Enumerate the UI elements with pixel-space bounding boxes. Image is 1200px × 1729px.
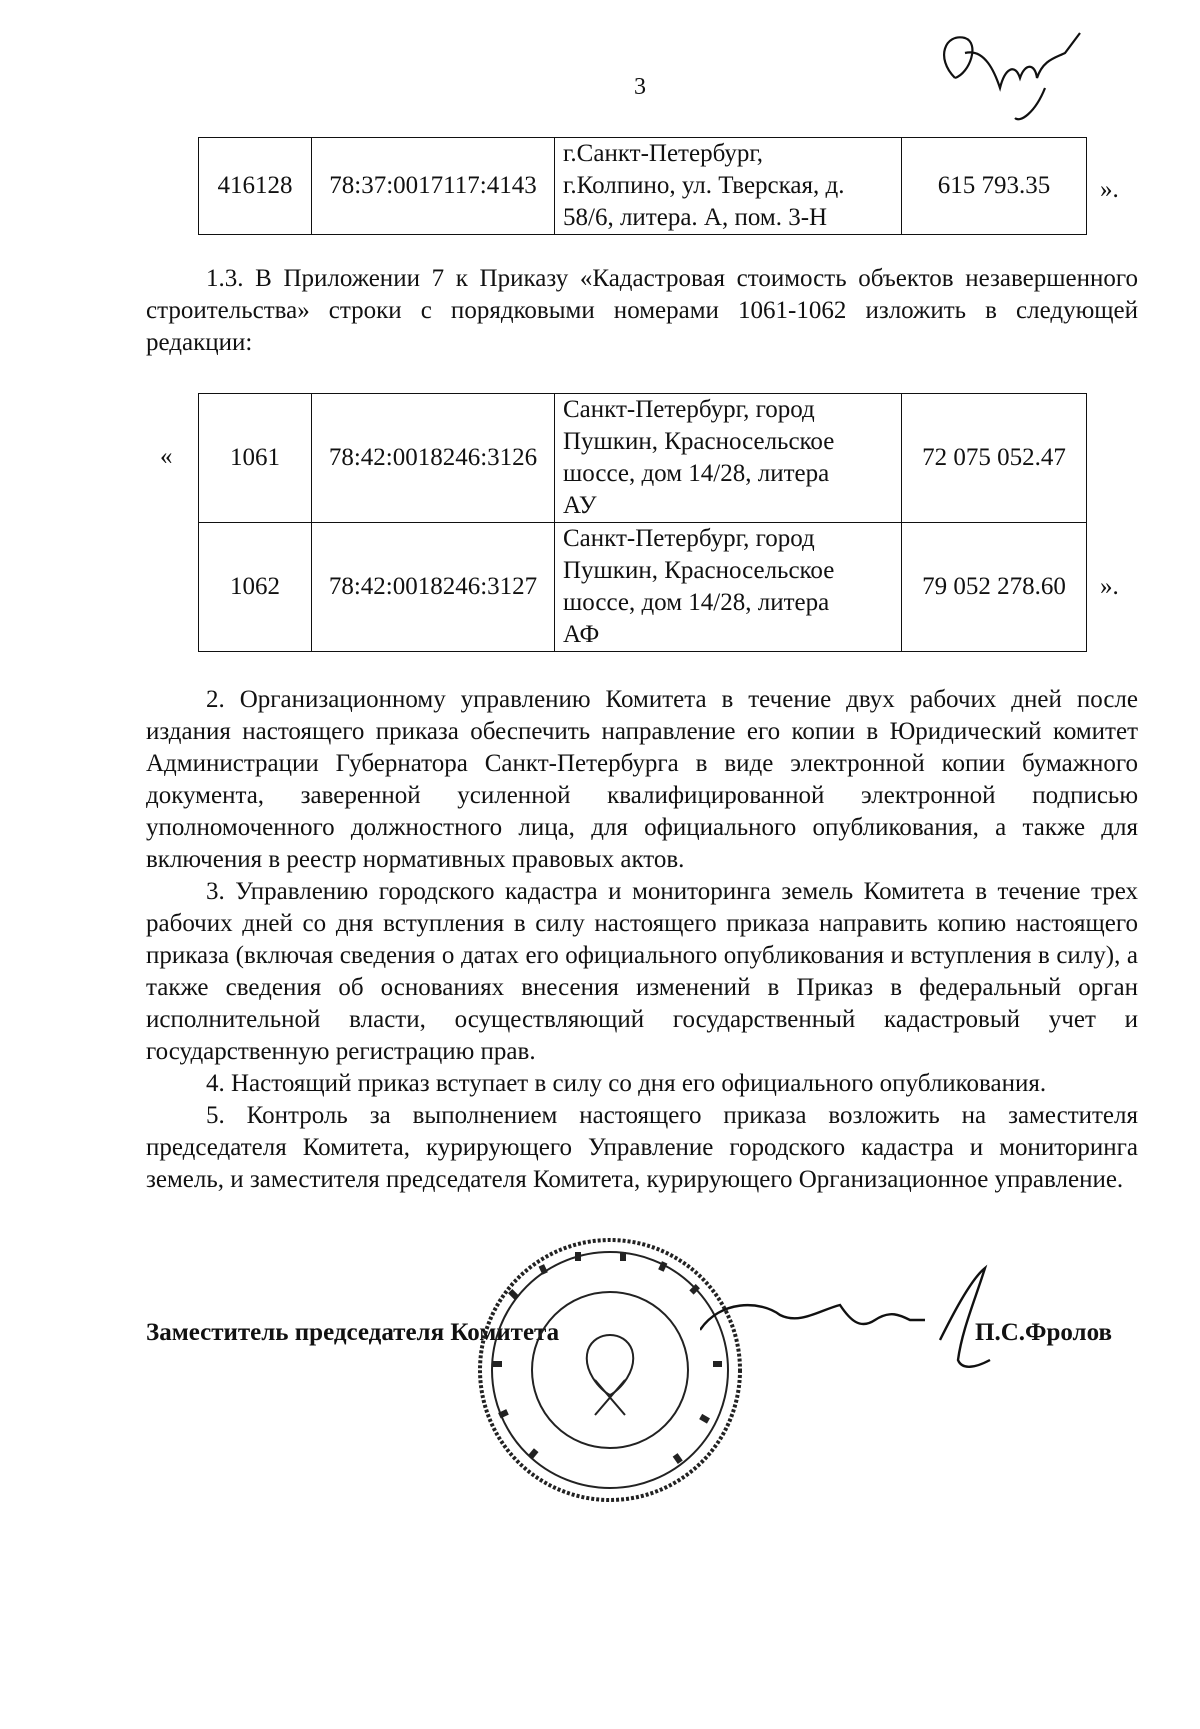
table-row — [199, 523, 1087, 652]
cadastral-value-cell: 79 052 278.60 — [902, 523, 1087, 652]
cadastral-number-cell: 78:42:0018246:3126 — [312, 394, 555, 523]
address-cell — [555, 523, 902, 652]
row-number-cell: 1061 — [199, 394, 312, 523]
closing-quote: ». — [1100, 176, 1119, 203]
address-cell — [555, 394, 902, 523]
address-line: шоссе, дом 14/28, литера — [563, 460, 830, 487]
row-number-cell: 416128 — [199, 138, 312, 235]
address-line: АФ — [563, 621, 600, 648]
paragraph-1-3: 1.3. В Приложении 7 к Приказу «Кадастровая стоимость объектов незавершенного строительства» строки с порядковыми номерами 1061-1062 изложить в следующей редакции: — [146, 265, 1138, 356]
opening-quote: « — [160, 443, 173, 470]
paragraph-3: 3. Управлению городского кадастра и мониторинга земель Комитета в течение трех рабочих дней со дня вступления в силу настоящего приказа направить копию настоящего приказа (включая сведения о датах его официального опубликования и вступления в силу), а также сведения об основаниях внесения изменений в Приказ в федеральный орган исполнительной власти, осуществляющий государственный кадастровый учет и государственную регистрацию прав. — [146, 878, 1138, 1065]
address-line: Пушкин, Красносельское — [563, 428, 835, 455]
table-row — [199, 394, 1087, 523]
paragraph-2: 2. Организационному управлению Комитета в течение двух рабочих дней после издания настоящего приказа обеспечить направление его копии в Юридический комитет Администрации Губернатора Санкт-Петербурга в виде электронной копии бумажного документа, заверенной усиленной квалифицированной электронной подписью уполномоченного должностного лица, для официального опубликования, а также для включения в реестр нормативных правовых актов. — [146, 686, 1138, 873]
handwritten-signature — [700, 1260, 1000, 1380]
closing-quote: ». — [1100, 573, 1119, 600]
address-line: Пушкин, Красносельское — [563, 557, 835, 584]
address-line: Санкт-Петербург, город — [563, 525, 815, 552]
cadastral-table-appendix — [198, 137, 1087, 235]
address-line: шоссе, дом 14/28, литера — [563, 589, 830, 616]
cadastral-value-cell: 72 075 052.47 — [902, 394, 1087, 523]
table-row — [199, 138, 1087, 235]
address-cell — [555, 138, 902, 235]
address-line: АУ — [563, 492, 597, 519]
paragraph-4: 4. Настоящий приказ вступает в силу со дня его официального опубликования. — [206, 1070, 1047, 1097]
address-line: г.Санкт-Петербург, — [563, 140, 764, 167]
unfinished-construction-table — [198, 393, 1087, 652]
paragraph-5: 5. Контроль за выполнением настоящего приказа возложить на заместителя председателя Комитета, курирующего Управление городского кадастра и мониторинга земель, и заместителя председателя Комитета, курирующего Организационное управление. — [146, 1102, 1138, 1193]
address-line: г.Колпино, ул. Тверская, д. — [563, 172, 845, 199]
corner-handwritten-signature — [925, 18, 1095, 133]
cadastral-value-cell: 615 793.35 — [902, 138, 1087, 235]
page-number: 3 — [634, 74, 646, 100]
cadastral-number-cell: 78:42:0018246:3127 — [312, 523, 555, 652]
cadastral-number-cell: 78:37:0017117:4143 — [312, 138, 555, 235]
address-line: Санкт-Петербург, город — [563, 396, 815, 423]
row-number-cell: 1062 — [199, 523, 312, 652]
address-line: 58/6, литера. А, пом. 3-Н — [563, 204, 828, 231]
signatory-name: П.С.Фролов — [975, 1319, 1112, 1346]
signatory-position: Заместитель председателя Комитета — [146, 1319, 560, 1346]
